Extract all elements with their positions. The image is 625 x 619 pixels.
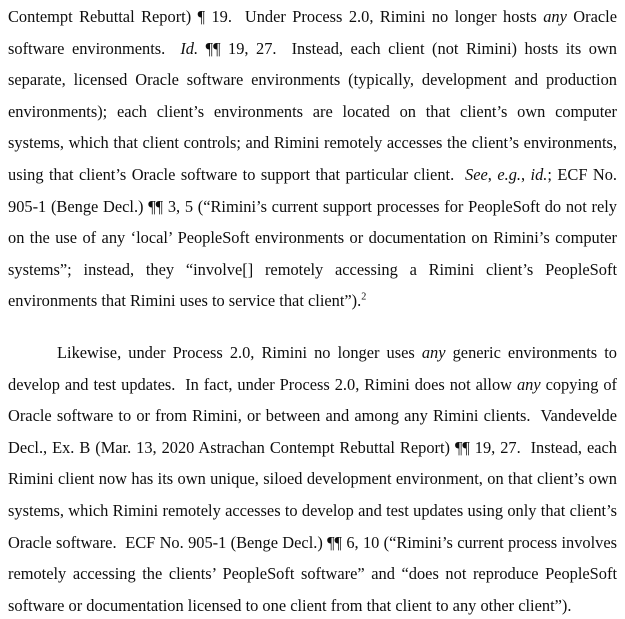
document-body bbox=[8, 1, 622, 619]
paragraph bbox=[8, 337, 622, 619]
italic-text: any bbox=[543, 7, 567, 26]
footnote-reference: 2 bbox=[361, 291, 367, 303]
italic-text: any bbox=[421, 342, 446, 362]
body-text: ¶¶ 19, 27. Instead, each client (not Rimini) hosts its own separate, licensed Oracle software environments (typically, development and production environments); each client’s environments are located on that client’s own computer systems, which that client controls; and Rimini remotely accesses the client’s environments, using that client’s Oracle software to support that particular client. bbox=[8, 38, 622, 184]
italic-text: any bbox=[516, 374, 541, 394]
italic-text: Id. bbox=[180, 38, 199, 58]
italic-text: See bbox=[465, 164, 488, 184]
body-text: Likewise, under Process 2.0, Rimini no longer uses bbox=[57, 342, 422, 362]
body-text: generic environments to develop and test updates. In fact, under Process 2.0, Rimini does not allow bbox=[8, 342, 622, 394]
body-text: , bbox=[487, 164, 498, 184]
body-text: copying of Oracle software to or from Rimini, or between and among any Rimini clients. Vandevelde Decl., Ex. B (Mar. 13, 2020 Astrachan Contempt Rebuttal Report) ¶¶ 19, 27. Instead, each Rimini client now has its own unique, siloed development environment, on that client’s own systems, which Rimini remotely accesses to develop and test updates using only that client’s Oracle software. ECF No. 905-1 (Benge Decl.) ¶¶ 6, 10 (“Rimini’s current process involves remotely accessing the clients’ PeopleSoft software” and “does not reproduce PeopleSoft software or documentation licensed to one client from that client to any other client”). bbox=[8, 374, 622, 615]
body-text: Contempt Rebuttal Report) ¶ 19. Under Process 2.0, Rimini no longer hosts bbox=[8, 7, 544, 26]
body-text: , bbox=[521, 164, 531, 184]
italic-text: id. bbox=[530, 164, 548, 184]
body-text: ; ECF No. 905-1 (Benge Decl.) ¶¶ 3, 5 (“Rimini’s current support processes for PeopleSoft do not rely on the use of any ‘local’ PeopleSoft environments or documentation on Rimini’s computer systems”; instead, they “involve[] remotely accessing a Rimini client’s PeopleSoft environments that Rimini uses to service that client”). bbox=[8, 164, 622, 311]
italic-text: e.g. bbox=[497, 164, 521, 184]
body-text: Oracle software environments. bbox=[8, 7, 622, 58]
paragraph bbox=[8, 1, 622, 317]
